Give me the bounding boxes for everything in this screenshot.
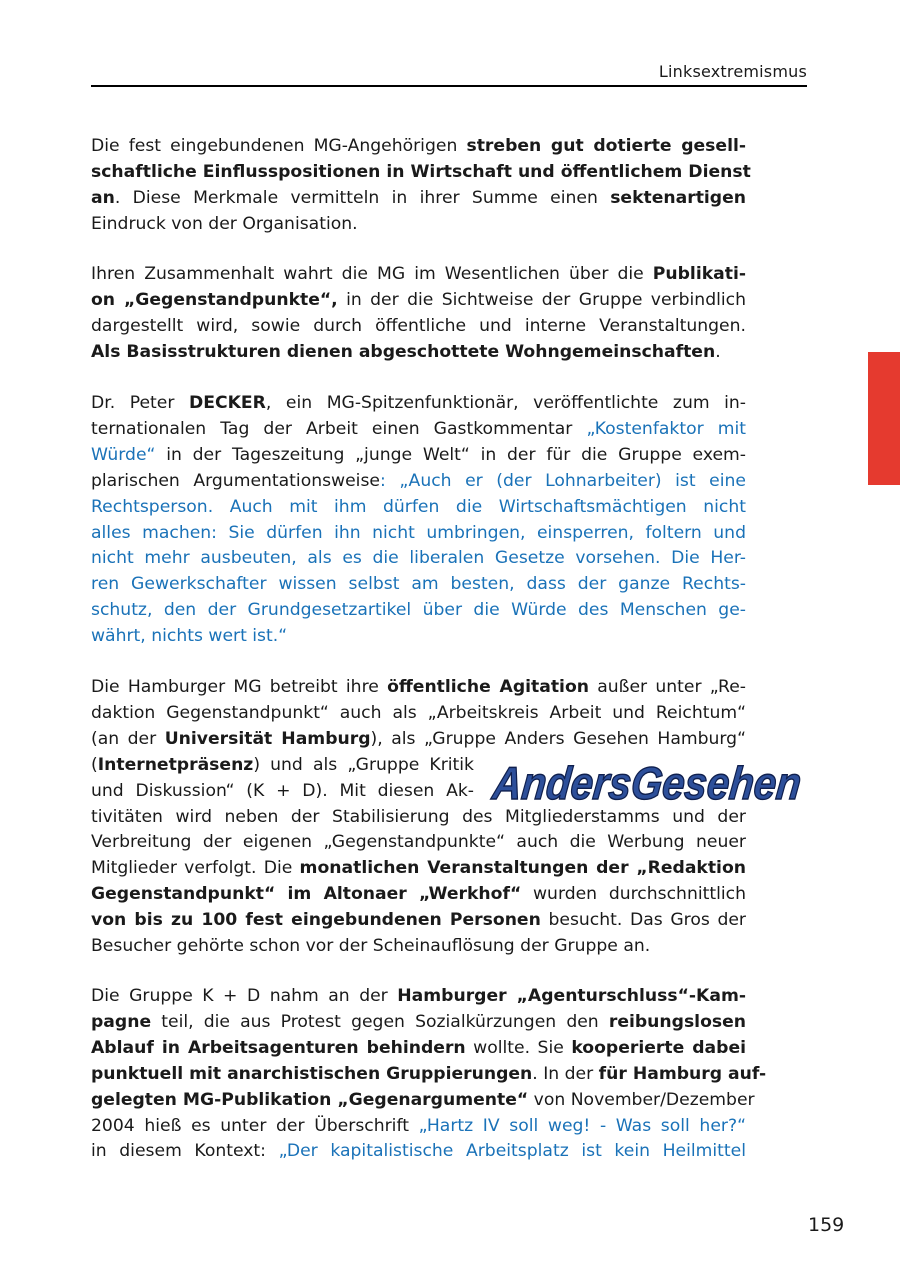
text-line: schaftliche Einflusspositionen in Wirtschaft und öffentlichem Dienst (91, 161, 751, 182)
text-line: Verbreitung der eigenen „Gegenstandpunkte“ auch die Werbung neuer (91, 832, 746, 853)
paragraph-4 (91, 675, 746, 960)
text-line: Die Gruppe K + D nahm an der Hamburger „Agenturschluss“-Kam- (91, 986, 746, 1006)
quote-text: „Der kapitalistische Arbeitsplatz ist kein Heilmittel (278, 1141, 746, 1162)
quote-line: nicht mehr ausbeuten, als es die liberalen Gesetze vorsehen. Die Her- (91, 548, 746, 569)
logo-text: AndersGesehen (490, 757, 849, 809)
text-line: plarischen Argumentationsweise: „Auch er (der Lohnarbeiter) ist eine (91, 470, 746, 491)
quote-text: : „Auch er (der Lohnarbeiter) ist eine (380, 470, 746, 491)
running-header (91, 60, 807, 87)
quote-text: „Kostenfaktor mit (586, 418, 746, 439)
quote-text: Würde“ (91, 444, 156, 465)
text-line: Ihren Zusammenhalt wahrt die MG im Wesentlichen über die Publikati- (91, 264, 746, 284)
quote-text: „Hartz IV soll weg! - Was soll her?“ (418, 1115, 746, 1136)
text-line: on „Gegenstandpunkte“, in der die Sichtweise der Gruppe verbindlich (91, 289, 746, 310)
paragraph-3 (91, 391, 746, 650)
quote-line: alles machen: Sie dürfen ihn nicht umbringen, einsperren, foltern und (91, 522, 746, 543)
paragraph-5 (91, 984, 767, 1165)
text-line: (an der Universität Hamburg), als „Gruppe Anders Gesehen Hamburg“ (91, 728, 746, 749)
header-title: Linksextremismus (658, 62, 807, 81)
paragraph-2 (91, 262, 746, 366)
text-line: Mitglieder verfolgt. Die monatlichen Veranstaltungen der „Redaktion (91, 858, 746, 879)
anders-gesehen-logo (490, 755, 849, 809)
text-line: 2004 hieß es unter der Überschrift „Hartz IV soll weg! - Was soll her?“ (91, 1115, 746, 1136)
text-line: an. Diese Merkmale vermitteln in ihrer Summe einen sektenartigen (91, 187, 746, 208)
text-line: Besucher gehörte schon vor der Scheinauflösung der Gruppe an. (91, 936, 651, 957)
quote-line: währt, nichts wert ist.“ (91, 626, 288, 647)
paragraph-1 (91, 134, 751, 238)
quote-line: Rechtsperson. Auch mit ihm dürfen die Wirtschaftsmächtigen nicht (91, 496, 746, 517)
text-line: ternationalen Tag der Arbeit einen Gastkommentar „Kostenfaktor mit (91, 418, 746, 439)
text-line: pagne teil, die aus Protest gegen Sozialkürzungen den reibungslosen (91, 1011, 746, 1032)
text-line: tivitäten wird neben der Stabilisierung des Mitgliederstamms und der (91, 806, 746, 827)
text-line: Würde“ in der Tageszeitung „junge Welt“ in der für die Gruppe exem- (91, 444, 746, 465)
text-line: Ablauf in Arbeitsagenturen behindern wollte. Sie kooperierte dabei (91, 1037, 746, 1058)
text-line: Dr. Peter DECKER, ein MG-Spitzenfunktionär, veröffentlichte zum in- (91, 393, 746, 413)
page-number: 159 (808, 1214, 845, 1236)
quote-line: schutz, den der Grundgesetzartikel über die Würde des Menschen ge- (91, 600, 746, 621)
text-line: (Internetpräsenz) und als „Gruppe Kritik (91, 754, 474, 775)
text-line: in diesem Kontext: „Der kapitalistische Arbeitsplatz ist kein Heilmittel (91, 1141, 746, 1162)
text-line: Die fest eingebundenen MG-Angehörigen streben gut dotierte gesell- (91, 136, 746, 156)
text-line: Als Basisstrukturen dienen abgeschottete Wohngemeinschaften. (91, 341, 721, 362)
text-line: Die Hamburger MG betreibt ihre öffentliche Agitation außer unter „Re- (91, 677, 746, 697)
quote-line: ren Gewerkschafter wissen selbst am besten, dass der ganze Rechts- (91, 574, 746, 595)
chapter-tab-marker (868, 352, 900, 485)
text-line: daktion Gegenstandpunkt“ auch als „Arbeitskreis Arbeit und Reichtum“ (91, 702, 746, 723)
text-line: und Diskussion“ (K + D). Mit diesen Ak- (91, 780, 474, 801)
text-line: dargestellt wird, sowie durch öffentliche und interne Veranstaltungen. (91, 315, 746, 336)
text-line: Eindruck von der Organisation. (91, 213, 358, 234)
text-line: punktuell mit anarchistischen Gruppierungen. In der für Hamburg auf- (91, 1063, 767, 1084)
text-line: gelegten MG-Publikation „Gegenargumente“ von November/Dezember (91, 1089, 755, 1110)
text-line: Gegenstandpunkt“ im Altonaer „Werkhof“ wurden durchschnittlich (91, 884, 746, 905)
text-line: von bis zu 100 fest eingebundenen Personen besucht. Das Gros der (91, 910, 747, 931)
